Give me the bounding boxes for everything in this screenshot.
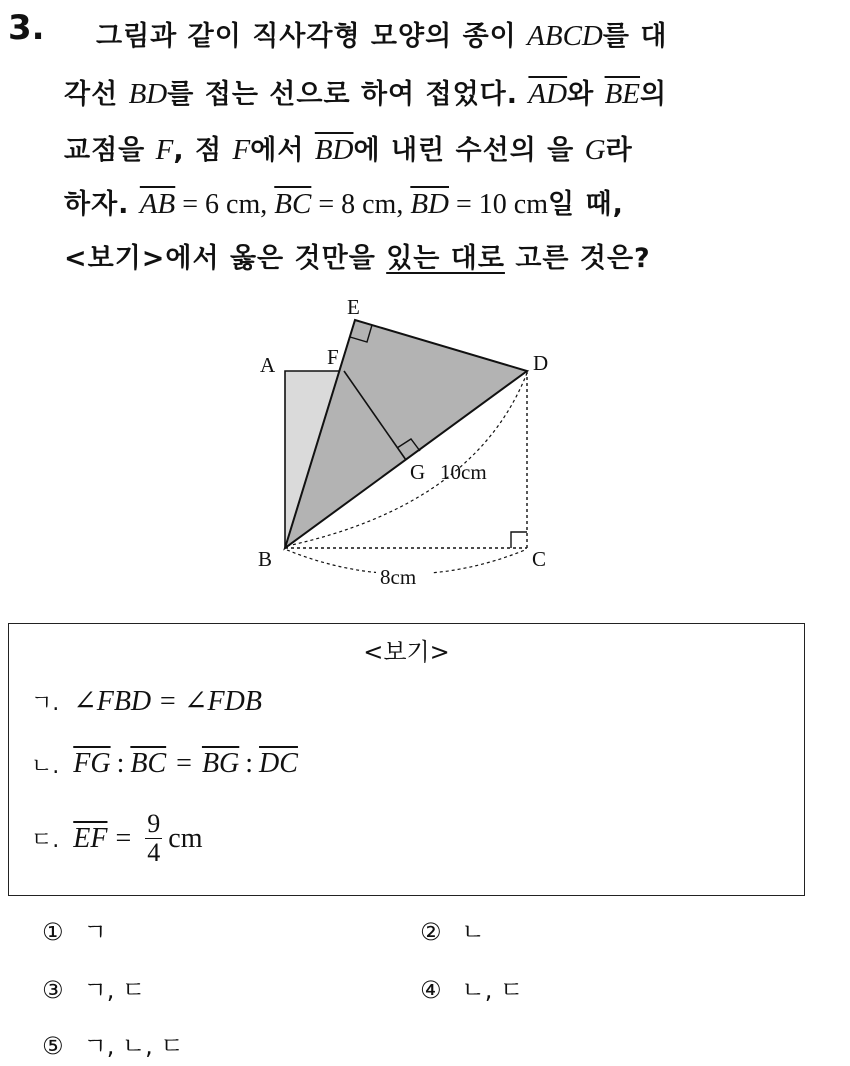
bogi-fg: $\overline{FG}$ — [73, 748, 111, 779]
choice-number-4: ④ — [420, 976, 442, 1004]
question-line-4 — [64, 182, 624, 221]
q3-math-bd: $\overline{BD}$ — [314, 134, 354, 166]
q2-math-bd: BD — [128, 78, 168, 110]
q4-text-1: 하자. — [64, 189, 140, 220]
q3-text-1: 교점을 — [64, 135, 156, 166]
choice-1[interactable] — [42, 912, 107, 947]
label-g: G — [410, 460, 426, 484]
fraction-numerator: 9 — [147, 809, 161, 838]
label-d: D — [533, 351, 549, 375]
q3-text-3: 에서 — [250, 135, 315, 166]
q4-math-ab: $\overline{AB}$ — [139, 188, 176, 220]
q3-math-f: F — [155, 134, 174, 166]
label-bd-length: 10cm — [440, 460, 487, 484]
q2-text-3: 와 — [567, 79, 605, 110]
bogi-dc: $\overline{DC}$ — [259, 748, 298, 779]
choice-5[interactable] — [42, 1026, 184, 1061]
question-line-1 — [96, 14, 667, 53]
triangle-bed — [285, 320, 527, 548]
bogi-title: <보기> — [363, 638, 450, 666]
label-c: C — [532, 547, 547, 571]
q3-text-2: , 점 — [173, 135, 233, 166]
question-number: 3. — [8, 8, 45, 48]
choice-2[interactable] — [420, 912, 485, 947]
bogi-colon-2: : — [245, 748, 254, 779]
bogi-marker-1: ㄱ. — [31, 690, 60, 716]
choice-text-5: ㄱ, ㄴ, ㄷ — [83, 1032, 184, 1060]
label-e: E — [347, 295, 360, 319]
q3-text-5: 라 — [605, 135, 633, 166]
bogi-fraction — [145, 810, 162, 867]
label-a: A — [260, 353, 276, 377]
q4-eq-bd: = 10 cm — [449, 189, 548, 220]
bogi-marker-2: ㄴ. — [31, 753, 60, 779]
q4-text-2: 일 때, — [548, 189, 624, 220]
q5-text-2: 고른 것은? — [504, 243, 651, 274]
label-f: F — [327, 345, 339, 369]
choice-number-1: ① — [42, 918, 64, 946]
bogi-item-3 — [31, 810, 202, 867]
bogi-expr-1: ∠FBD = ∠FDB — [73, 686, 262, 717]
question-line-2 — [64, 72, 667, 111]
q2-math-be: $\overline{BE}$ — [604, 78, 641, 110]
bogi-marker-3: ㄷ. — [31, 828, 60, 853]
q2-math-ad: $\overline{AD}$ — [528, 78, 568, 110]
bogi-bc: $\overline{BC}$ — [130, 748, 167, 779]
q3-math-g: G — [584, 134, 606, 166]
bogi-item-1 — [31, 684, 262, 718]
bogi-bg: $\overline{BG}$ — [201, 748, 240, 779]
choice-3[interactable] — [42, 970, 145, 1005]
bogi-colon-1: : — [116, 748, 125, 779]
q2-text-1: 각선 — [64, 79, 129, 110]
label-bc-length: 8cm — [380, 565, 417, 589]
bogi-equals-2: = — [115, 822, 132, 854]
q4-eq-ab: = 6 cm, — [175, 189, 275, 220]
q2-text-4: 의 — [640, 79, 668, 110]
choice-text-3: ㄱ, ㄷ — [83, 976, 146, 1004]
bogi-unit: cm — [168, 822, 203, 854]
label-b: B — [258, 547, 273, 571]
choice-4[interactable] — [420, 970, 523, 1005]
folded-rectangle-figure — [240, 285, 580, 595]
q5-underlined: 있는 대로 — [386, 243, 505, 274]
q4-math-bc: $\overline{BC}$ — [274, 188, 312, 220]
choice-text-4: ㄴ, ㄷ — [461, 976, 524, 1004]
choice-text-2: ㄴ — [461, 918, 485, 946]
bogi-equals: = — [176, 748, 192, 779]
fraction-denominator: 4 — [147, 838, 161, 867]
bogi-box — [8, 623, 805, 896]
bogi-item-2 — [31, 748, 298, 780]
q2-text-2: 를 접는 선으로 하여 접었다. — [167, 79, 529, 110]
choice-text-1: ㄱ — [83, 918, 107, 946]
question-line-3 — [64, 128, 633, 167]
q1-math-abcd: ABCD — [527, 20, 603, 52]
q1-text-2: 를 대 — [602, 21, 668, 52]
question-line-5 — [64, 236, 651, 275]
q4-math-bd: $\overline{BD}$ — [410, 188, 449, 220]
q1-text-1: 그림과 같이 직사각형 모양의 종이 — [96, 21, 528, 52]
bogi-ef: $\overline{EF}$ — [73, 822, 108, 854]
q4-eq-bc: = 8 cm, — [311, 189, 411, 220]
choice-number-2: ② — [420, 918, 442, 946]
q3-math-f2: F — [232, 134, 251, 166]
q5-text-1: <보기>에서 옳은 것만을 — [64, 243, 387, 274]
q3-text-4: 에 내린 수선의 을 — [353, 135, 585, 166]
choice-number-3: ③ — [42, 976, 64, 1004]
choice-number-5: ⑤ — [42, 1032, 64, 1060]
right-angle-c — [511, 532, 527, 548]
